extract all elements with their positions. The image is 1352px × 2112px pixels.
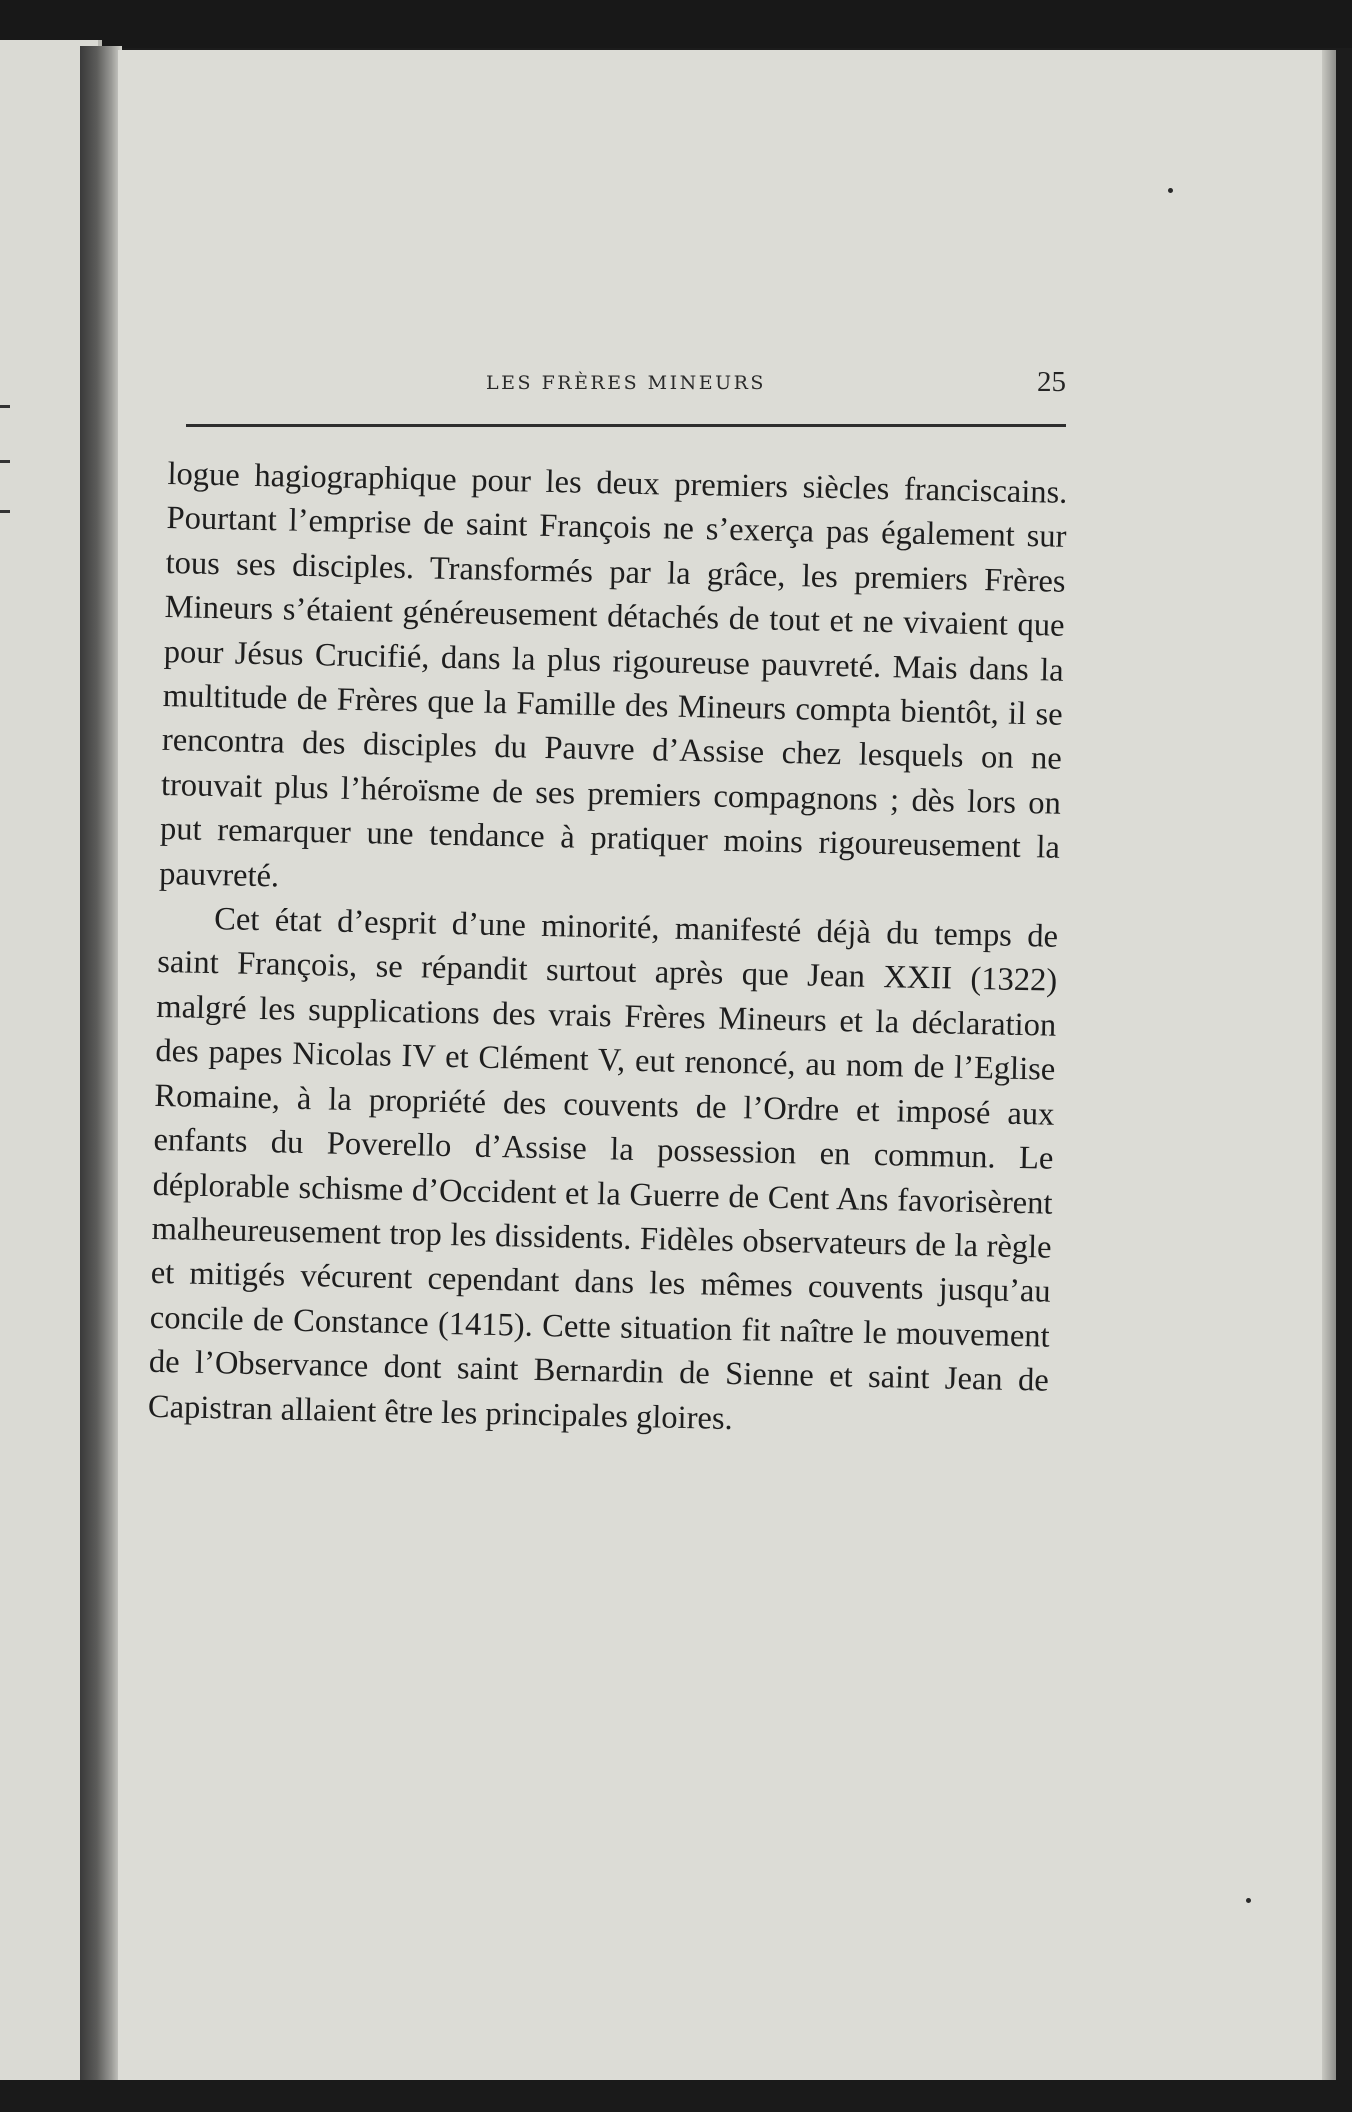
scanner-bottom-border (0, 2080, 1352, 2112)
running-header (186, 366, 1066, 410)
paragraph: Cet état d’esprit d’une minorité, manifesté déjà du temps de saint François, se répandit surtout après que Jean XXII (1322) malgré les supplications des vrais Frères Mineurs et la déclaration des papes Nicolas IV et Clément V, eut renoncé, au nom de l’Eglise Romaine, à la propriété des couvents de l’Ordre et imposé aux enfants du Poverello d’Assise la possession en commun. Le déplorable schisme d’Occident et la Guerre de Cent Ans favorisèrent malheureusement trop les dissidents. Fidèles observateurs de la règle et mitigés vécurent cependant dans les mêmes couvents jusqu’au concile de Constance (1415). Cette situation fit naître le mouvement de l’Observance dont saint Bernardin de Sienne et saint Jean de Capistran allaient être les principales gloires. (147, 901, 1059, 1437)
facing-page-mark (0, 405, 10, 408)
paragraph: logue hagiographique pour les deux premiers siècles franciscains. Pourtant l’emprise de saint François ne s’exerça pas également sur tous ses disciples. Transformés par la grâce, les premiers Frères Mineurs s’étaient généreusement détachés de tout et ne vivaient que pour Jésus Crucifié, dans la plus rigoureuse pauvreté. Mais dans la multitude de Frères que la Famille des Mineurs compta bientôt, il se rencontra des disciples du Pauvre d’Assise chez lesquels on ne trouvait plus l’héroïsme de ses premiers compagnons ; dès lors on put remarquer une tendance à pratiquer moins rigoureusement la pauvreté. (158, 455, 1068, 895)
facing-page-mark (0, 510, 10, 513)
scanner-top-border (0, 0, 1352, 48)
page-number: 25 (1037, 366, 1066, 398)
book-gutter-shadow (80, 46, 122, 2080)
dust-speck (1246, 1898, 1251, 1903)
page-right-edge (1322, 50, 1336, 2080)
dust-speck (1168, 188, 1173, 193)
body-text (148, 452, 1068, 1448)
header-rule (186, 424, 1066, 427)
running-title: LES FRÈRES MINEURS (486, 372, 766, 394)
facing-page-mark (0, 460, 10, 463)
